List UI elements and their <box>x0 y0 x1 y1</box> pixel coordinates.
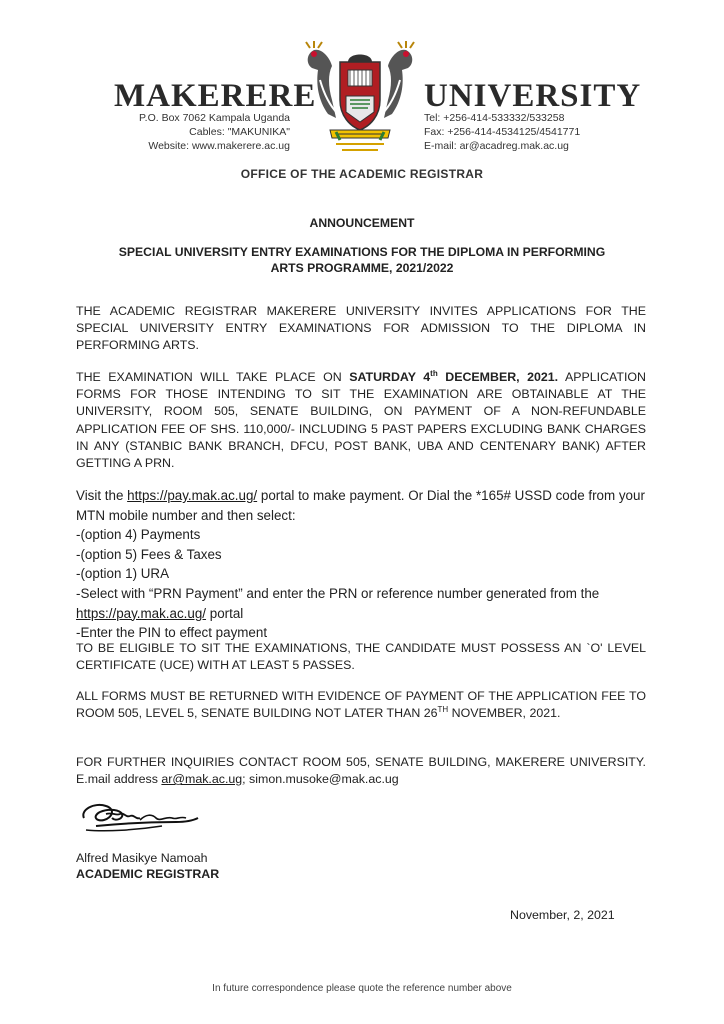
eligibility-paragraph: TO BE ELIGIBLE TO SIT THE EXAMINATIONS, THE CANDIDATE MUST POSSESS AN `O' LEVEL CERTIFICATE (UCE) WITH AT LEAST 5 PASSES. <box>76 641 646 673</box>
signature-image <box>76 796 208 836</box>
subject-heading <box>60 244 664 276</box>
payment-option: -(option 5) Fees & Taxes <box>76 546 222 562</box>
signatory-block <box>76 850 219 882</box>
pin-instruction: -Enter the PIN to effect payment <box>76 625 268 641</box>
footer-note: In future correspondence please quote the reference number above <box>212 983 512 994</box>
contact-line: E-mail: ar@acadreg.mak.ac.ug <box>424 140 569 152</box>
subject-line: ARTS PROGRAMME, 2021/2022 <box>270 261 454 275</box>
announcement-heading: ANNOUNCEMENT <box>309 216 415 230</box>
address-block <box>139 111 290 153</box>
university-name-right: UNIVERSITY <box>424 78 642 114</box>
exam-lead: THE EXAMINATION WILL TAKE PLACE ON <box>76 370 342 384</box>
payment-instructions: Visit the https://pay.mak.ac.ug/ portal to make payment. Or Dial the *165# USSD code from your MTN mobile number and then select: -(option 4) Payments -(option 5) Fees & Taxes -(option 1) URA -Select with “PRN Payment” and enter the PRN or reference number generated from the https://pay.mak.ac.ug/ portal -Enter the PIN to effect payment <box>76 486 646 643</box>
payment-option: -(option 1) URA <box>76 566 170 582</box>
examination-paragraph <box>76 369 646 472</box>
office-title: OFFICE OF THE ACADEMIC REGISTRAR <box>240 167 484 181</box>
address-line: Cables: "MAKUNIKA" <box>189 126 290 138</box>
subject-line: SPECIAL UNIVERSITY ENTRY EXAMINATIONS FOR THE DIPLOMA IN PERFORMING <box>118 245 606 259</box>
letter-date: November, 2, 2021 <box>510 908 615 922</box>
intro-paragraph: THE ACADEMIC REGISTRAR MAKERERE UNIVERSITY INVITES APPLICATIONS FOR THE SPECIAL UNIVERSITY ENTRY EXAMINATIONS FOR ADMISSION TO THE DIPLOMA IN PERFORMING ARTS. <box>76 304 646 353</box>
payment-option: -(option 4) Payments <box>76 527 201 543</box>
contact-block <box>424 111 580 153</box>
payment-portal-link[interactable]: https://pay.mak.ac.ug/ <box>127 488 258 503</box>
exam-date: SATURDAY 4th DECEMBER, 2021. <box>349 368 559 384</box>
address-line: P.O. Box 7062 Kampala Uganda <box>139 112 290 124</box>
exam-details: APPLICATION FORMS FOR THOSE INTENDING TO SIT THE EXAMINATION ARE OBTAINABLE AT THE UNIVERSITY, ROOM 505, SENATE BUILDING, ON PAYMENT OF A NON-REFUNDABLE APPLICATION FEE OF SHS. 110,000/- INCLUDING 5 PAST PAPERS EXCLUDING BANK CHARGES IN ANY (STANBIC BANK BRANCH, DFCU, POST BANK, UBA AND CENTENARY BANK) AFTER GETTING A PRN. <box>76 370 646 471</box>
university-crest-icon <box>296 40 424 158</box>
contact-line: Fax: +256-414-4534125/4541771 <box>424 126 581 138</box>
university-name-left: MAKERERE <box>114 78 317 114</box>
forms-paragraph: ALL FORMS MUST BE RETURNED WITH EVIDENCE OF PAYMENT OF THE APPLICATION FEE TO ROOM 505, LEVEL 5, SENATE BUILDING NOT LATER THAN 26TH NOVEMBER, 2021. <box>76 689 646 721</box>
signatory-title: ACADEMIC REGISTRAR <box>76 867 220 881</box>
email-link[interactable]: ar@mak.ac.ug <box>161 772 243 787</box>
inquiries-paragraph: FOR FURTHER INQUIRIES CONTACT ROOM 505, SENATE BUILDING, MAKERERE UNIVERSITY. E.mail address ar@mak.ac.ug; simon.musoke@mak.ac.ug <box>76 755 646 787</box>
contact-line: Tel: +256-414-533332/533258 <box>424 112 565 124</box>
select-instruction: -Select with “PRN Payment” and enter the PRN or reference number generated from the <box>76 585 600 601</box>
signatory-name: Alfred Masikye Namoah <box>76 851 208 865</box>
payment-portal-link-2[interactable]: https://pay.mak.ac.ug/ <box>76 605 207 621</box>
address-line: Website: www.makerere.ac.ug <box>148 140 290 152</box>
